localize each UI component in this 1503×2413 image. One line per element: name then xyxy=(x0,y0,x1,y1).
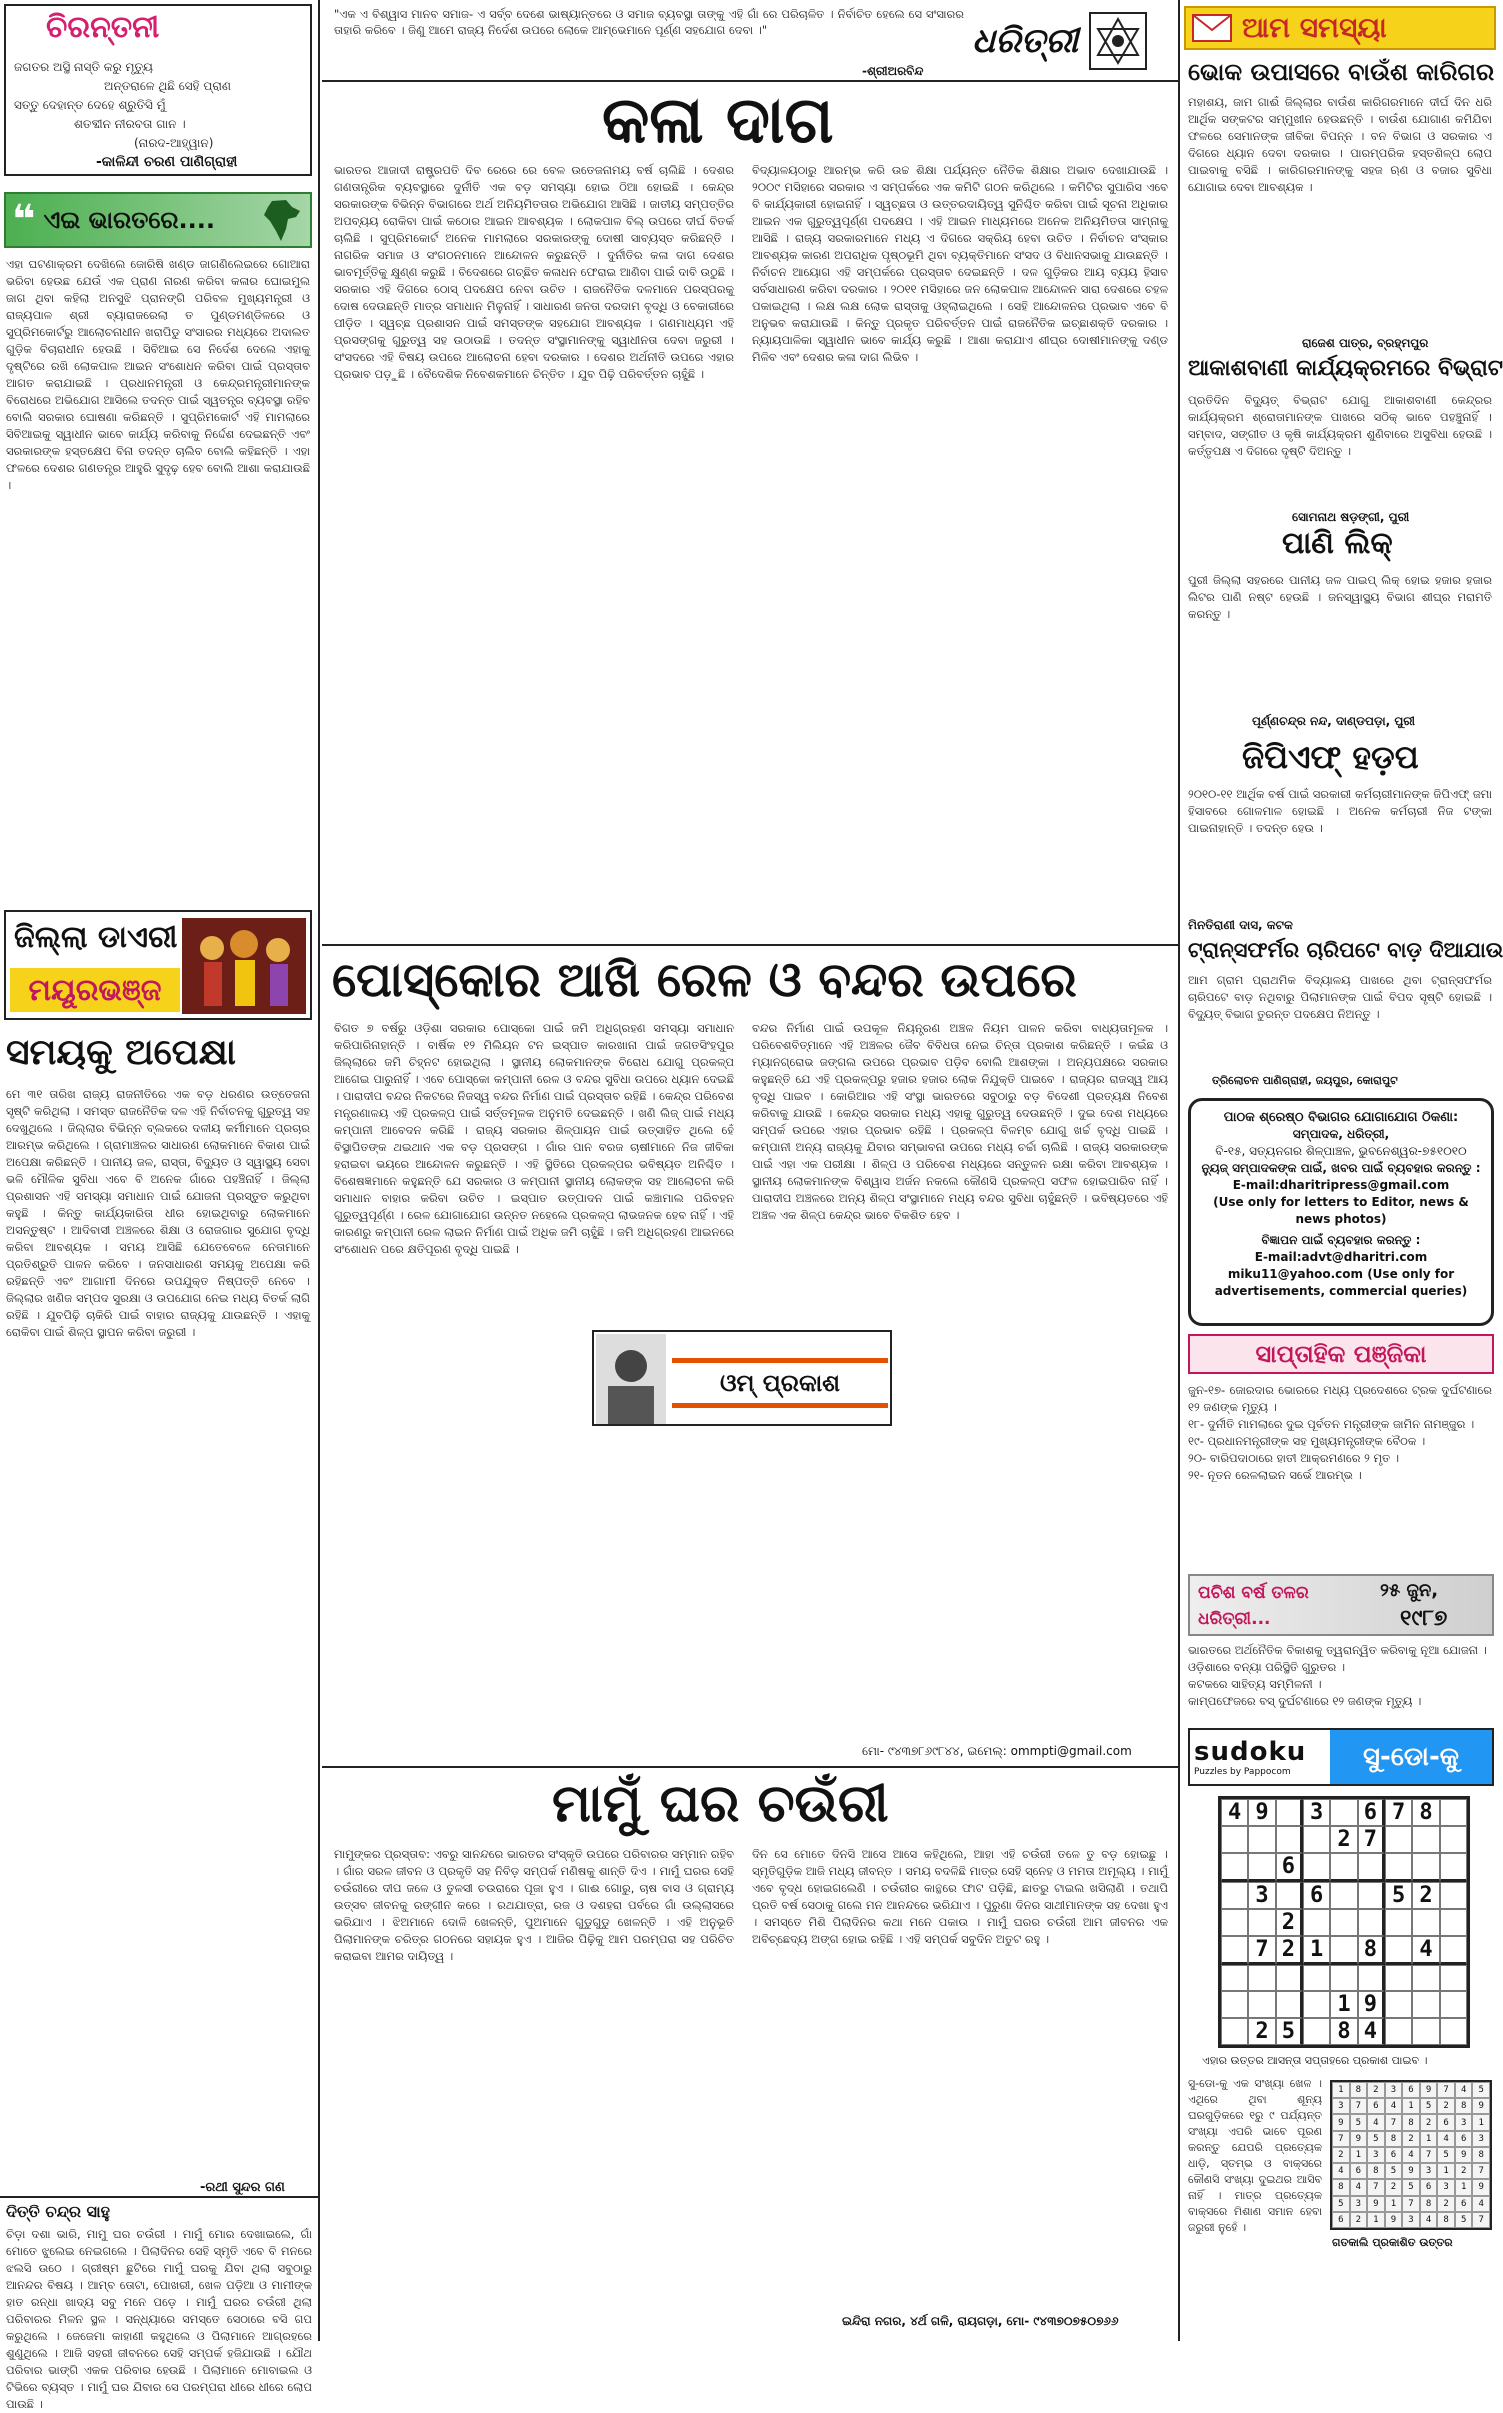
sudoku-cell[interactable] xyxy=(1440,1799,1467,1826)
sudoku-cell[interactable] xyxy=(1303,1909,1330,1936)
sudoku-cell: 5 xyxy=(1385,2163,1403,2179)
sudoku-cell: 1 xyxy=(1385,2196,1403,2212)
years-item: କାମ୍ପଫେଜରେ ବସ୍ ଦୁର୍ଘଟଣାରେ ୧୨ ଜଣଙ୍କ ମୃତ୍ୟୁ । xyxy=(1188,1694,1422,1708)
years-item: ଓଡ଼ିଶାରେ ବନ୍ୟା ପରିସ୍ଥିତି ଗୁରୁତର । xyxy=(1188,1660,1346,1674)
sudoku-cell[interactable] xyxy=(1221,1965,1248,1991)
sudoku-cell: 9 xyxy=(1455,2147,1473,2163)
district-name-text: ମୟୂରଭଞ୍ଜ xyxy=(28,972,162,1008)
ads-email[interactable]: E-mail:advt@dharitri.com xyxy=(1254,1250,1428,1264)
sudoku-cell: 8 xyxy=(1332,2179,1350,2195)
posco-contact: ମୋ- ୯୪୩୭୮୬୯୮୪୪, ଇମେଲ୍: ommpti@gmail.com xyxy=(862,1744,1132,1758)
sudoku-cell: 9 xyxy=(1472,2098,1490,2114)
sudoku-cell[interactable] xyxy=(1248,1826,1275,1853)
years-date: ୨୫ ଜୁନ, xyxy=(1380,1580,1439,1601)
sudoku-cell: 8 xyxy=(1472,2147,1490,2163)
radio-author: ସୋମନାଥ ଷଡ଼ଙ୍ଗୀ, ପୁରୀ xyxy=(1292,510,1410,524)
contact-box xyxy=(1188,1098,1494,1326)
posco-author-band xyxy=(672,1358,888,1408)
sudoku-cell[interactable] xyxy=(1221,1909,1248,1936)
india-map-icon xyxy=(258,197,304,243)
sudoku-cell[interactable]: 7 xyxy=(1385,1799,1412,1826)
india-banner-title: ଏଇ ଭାରତରେ.... xyxy=(43,206,216,234)
poem-lines xyxy=(14,58,304,153)
sudoku-title: ସୁ-ଡୋ-କୁ xyxy=(1363,1741,1459,1772)
years-banner xyxy=(1188,1574,1494,1636)
sudoku-cell: 9 xyxy=(1420,2082,1438,2098)
sudoku-cell: 6 xyxy=(1402,2082,1420,2098)
sudoku-cell[interactable]: 8 xyxy=(1330,2018,1357,2045)
sudoku-cell: 7 xyxy=(1437,2082,1455,2098)
problem-author: ରାଜେଶ ପାତ୍ର, ବ୍ରହ୍ମପୁର xyxy=(1302,336,1429,350)
sudoku-cell: 5 xyxy=(1455,2212,1473,2228)
sudoku-cell: 3 xyxy=(1385,2082,1403,2098)
years-year: ୧୯୮୭ xyxy=(1400,1606,1448,1631)
sudoku-cell[interactable] xyxy=(1221,1991,1248,2018)
sudoku-cell[interactable]: 8 xyxy=(1412,1799,1439,1826)
mamu-contact: ଇନ୍ଦିରା ନଗର, ୪ର୍ଥ ଗଳି, ରାୟଗଡ଼ା, ମୋ- ୯୪୩୭୦୭୫୦୭୬୬ xyxy=(842,2314,1119,2328)
dancers-photo xyxy=(182,918,306,1014)
sudoku-cell: 3 xyxy=(1455,2114,1473,2130)
ads-label: ବିଜ୍ଞାପନ ପାଇଁ ବ୍ୟବହାର କରନ୍ତୁ : xyxy=(1261,1233,1421,1247)
sudoku-cell[interactable] xyxy=(1358,1965,1385,1991)
posco-col1: ବିଗତ ୭ ବର୍ଷରୁ ଓଡ଼ିଶା ସରକାର ପୋସ୍କୋ ପାଇଁ ଜମି ଅଧିଗ୍ରହଣ ସମସ୍ୟା ସମାଧାନ କରିପାରିନାହାନ୍ତି । ବାର୍ଷିକ ୧୨ ମିଲିୟନ ଟନ ଇସ୍ପାତ କାରଖାନା ପାଇଁ ଜଗତସିଂହପୁର ଜିଲ୍ଲାରେ ଜମି ଚିହ୍ନଟ ହୋଇଥିଲା । ସ୍ଥାନୀୟ ଲୋକମାନଙ୍କ ବିରୋଧ ଯୋଗୁ ପ୍ରକଳ୍ପ ଆଗେଇ ପାରୁନାହିଁ । ଏବେ ପୋସ୍କୋ କମ୍ପାନୀ ରେଳ ଓ ବନ୍ଦର ସୁବିଧା ଉପରେ ଧ୍ୟାନ ଦେଇଛି । ପାରାଦୀପ ବନ୍ଦର ନିକଟରେ ନିଜସ୍ୱ ବନ୍ଦର ନିର୍ମାଣ ପାଇଁ ପ୍ରସ୍ତାବ ରହିଛି । କେନ୍ଦ୍ର ପରିବେଶ ମନ୍ତ୍ରଣାଳୟ ଏହି ପ୍ରକଳ୍ପ ପାଇଁ ସର୍ତ୍ତମୂଳକ ଅନୁମତି ଦେଇଛନ୍ତି । ଖଣି ଲିଜ୍ ପାଇଁ ମଧ୍ୟ କମ୍ପାନୀ ଆବେଦନ କରିଛି । ରାଜ୍ୟ ସରକାର ଶିଳ୍ପାୟନ ପାଇଁ ଉତ୍ସାହିତ ଥିଲେ ହେଁ ବିସ୍ଥାପିତଙ୍କ ଥଇଥାନ ଏକ ବଡ଼ ପ୍ରସଙ୍ଗ । ଗାଁର ପାନ ବରଜ ଚାଷୀମାନେ ନିଜ ଜୀବିକା ହରାଇବା ଭୟରେ ଆନ୍ଦୋଳନ କରୁଛନ୍ତି । ଏହି ସ୍ଥିତିରେ ପ୍ରକଳ୍ପର ଭବିଷ୍ୟତ ଅନିଶ୍ଚିତ । ବିଶେଷଜ୍ଞମାନେ କହୁଛନ୍ତି ଯେ ସରକାର ଓ କମ୍ପାନୀ ସ୍ଥାନୀୟ ଲୋକଙ୍କ ସହ ଆଲୋଚନା କରି ସମାଧାନ ବାହାର କରିବା ଉଚିତ । ଇସ୍ପାତ ଉତ୍ପାଦନ ପାଇଁ କଞ୍ଚାମାଲ ପରିବହନ ଗୁରୁତ୍ୱପୂର୍ଣ୍ଣ । ରେଳ ଯୋଗାଯୋଗ ଉନ୍ନତ ନହେଲେ ପ୍ରକଳ୍ପ ଲାଭଜନକ ହେବ ନାହିଁ । ଏହି କାରଣରୁ କମ୍ପାନୀ ରେଳ ଲାଇନ ନିର୍ମାଣ ପାଇଁ ଅଧିକ ଜମି ଚାହୁଁଛି । ଜମି ଅଧିଗ୍ରହଣ ଆଇନରେ ସଂଶୋଧନ ପରେ କ୍ଷତିପୂରଣ ବୃଦ୍ଧି ପାଇଛି । xyxy=(334,1021,734,1256)
contact-line: ନ୍ୟୁଜ୍ ସମ୍ପାଦକଙ୍କ ପାଇଁ, ଖବର ପାଇଁ ବ୍ୟବହାର କରନ୍ତୁ : xyxy=(1201,1161,1481,1175)
dharitri-logo xyxy=(972,6,1172,76)
sudoku-cell[interactable]: 5 xyxy=(1276,2018,1303,2045)
sudoku-cell: 6 xyxy=(1385,2147,1403,2163)
years-title: ପଚିଶ ବର୍ଷ ତଳର ଧରିତ୍ରୀ... xyxy=(1198,1583,1309,1629)
sudoku-cell[interactable] xyxy=(1385,1965,1412,1991)
sudoku-cell: 6 xyxy=(1350,2163,1368,2179)
kala-daag-col1: ଭାରତର ଆଜାଦୀ ରାଷ୍ଟ୍ରପତି ଦିବ ରେରେ ରେ ବେଳ ଉତେଜନାମୟ ବର୍ଷ ଚାଲିଛି । ଦେଶର ଗଣତାନ୍ତ୍ରିକ ବ୍ୟବସ୍ଥାରେ ଦୁର୍ନୀତି ଏକ ବଡ଼ ସମସ୍ୟା ହୋଇ ଠିଆ ହୋଇଛି । କେନ୍ଦ୍ର ସରକାରଙ୍କ ବିଭିନ୍ନ ବିଭାଗରେ ଅର୍ଥ ଅନିୟମିତତାର ଅଭିଯୋଗ ଆସିଛି । ଜାତୀୟ ସମ୍ପତ୍ତିର ଅପବ୍ୟୟ ରୋକିବା ପାଇଁ କଠୋର ଆଇନ ଆବଶ୍ୟକ । ଲୋକପାଳ ବିଲ୍ ଉପରେ ଦୀର୍ଘ ବିତର୍କ ଚାଲିଛି । ସୁପ୍ରିମକୋର୍ଟ ଅନେକ ମାମଲାରେ ସରକାରଙ୍କୁ ଦୋଷୀ ସାବ୍ୟସ୍ତ କରିଛନ୍ତି । ନାଗରିକ ସମାଜ ଓ ସଂଗଠନମାନେ ଆନ୍ଦୋଳନ କରୁଛନ୍ତି । ଦୁର୍ନୀତିର କଳା ଦାଗ ଦେଶର ଭାବମୂର୍ତ୍ତିକୁ କ୍ଷୁଣ୍ଣ କରୁଛି । ବିଦେଶରେ ଗଚ୍ଛିତ କଳାଧନ ଫେରାଇ ଆଣିବା ପାଇଁ ଦାବି ଉଠୁଛି । ସରକାର ଏହି ଦିଗରେ ଠୋସ୍ ପଦକ୍ଷେପ ନେବା ଉଚିତ । ରାଜନୈତିକ ଦଳମାନେ ପରସ୍ପରକୁ ଦୋଷ ଦେଉଛନ୍ତି ମାତ୍ର ସମାଧାନ ମିଳୁନାହିଁ । ସାଧାରଣ ଜନତା ଦରଦାମ ବୃଦ୍ଧି ଓ ବେକାରୀରେ ପୀଡ଼ିତ । ସ୍ୱଚ୍ଛ ପ୍ରଶାସନ ପାଇଁ ସମସ୍ତଙ୍କ ସହଯୋଗ ଆବଶ୍ୟକ । ଗଣମାଧ୍ୟମ ଏହି ପ୍ରସଙ୍ଗକୁ ଗୁରୁତ୍ୱ ସହ ଉଠାଉଛି । ତଦନ୍ତ ସଂସ୍ଥାମାନଙ୍କୁ ସ୍ୱାଧୀନତା ଦେବା ଜରୁରୀ । ସଂସଦରେ ଏହି ବିଷୟ ଉପରେ ଆଲୋଚନା ହେବା ଦରକାର । ଦେଶର ଅର୍ଥନୀତି ଉପରେ ଏହାର ପ୍ରଭାବ ପଡ଼ୁଛି । ବୈଦେଶିକ ନିବେଶକମାନେ ଚିନ୍ତିତ । ଯୁବ ପିଢ଼ି ପରିବର୍ତ୍ତନ ଚାହୁଁଛି । xyxy=(334,163,734,381)
intro-author: -ଶ୍ରୀଅରବିନ୍ଦ xyxy=(862,64,924,78)
sudoku-cell: 8 xyxy=(1385,2131,1403,2147)
posco-article xyxy=(322,946,1178,1766)
problem-title: ଆମ ସମସ୍ୟା xyxy=(1242,11,1387,44)
weekly-list xyxy=(1188,1382,1492,1568)
sudoku-cell: 4 xyxy=(1367,2114,1385,2130)
sudoku-cell: 8 xyxy=(1367,2163,1385,2179)
sudoku-cell: 3 xyxy=(1402,2212,1420,2228)
sudoku-cell: 3 xyxy=(1367,2147,1385,2163)
sudoku-cell[interactable] xyxy=(1330,1853,1357,1882)
sudoku-answer-grid xyxy=(1330,2080,1492,2230)
sudoku-cell[interactable] xyxy=(1412,1853,1439,1882)
india-banner xyxy=(4,192,312,248)
sudoku-cell[interactable]: 4 xyxy=(1412,1936,1439,1965)
mamu-col2: ମାମୁଙ୍କର ପ୍ରସ୍ତାବ: ଏବରୁ ସାନନ୍ଦରେ ଭାରତର ସଂସ୍କୃତି ଉପରେ ପରିବାରର ସମ୍ମାନ ରହିବ । ଗାଁର ସରଳ ଜୀବନ ଓ ପ୍ରକୃତି ସହ ନିବିଡ଼ ସମ୍ପର୍କ ମଣିଷକୁ ଶାନ୍ତି ଦିଏ । ମାମୁଁ ଘରର ସେହି ଚଉଁରୀରେ ଦୀପ ଜଳେ ଓ ତୁଳସୀ ଚଉରାରେ ପୂଜା ହୁଏ । ଗାଈ ଗୋରୁ, ଚାଷ ବାସ ଓ ଗ୍ରାମ୍ୟ ଉତ୍ସବ ଜୀବନକୁ ରଙ୍ଗୀନ କରେ । ରଥଯାତ୍ରା, ରଜ ଓ ଦଶହରା ପର୍ବରେ ଗାଁ ଉଲ୍ଲାସରେ ଭରିଯାଏ । ଝିଅମାନେ ଦୋଳି ଖେଳନ୍ତି, ପୁଅମାନେ ଗୁଡୁଗୁଡୁ ଖେଳନ୍ତି । ଏହି ଅନୁଭୂତି ପିଲାମାନଙ୍କ ଚରିତ୍ର ଗଠନରେ ସହାୟକ ହୁଏ । ଆଜିର ପିଢ଼ିକୁ ଆମ ପରମ୍ପରା ସହ ପରିଚିତ କରାଇବା ଆମର ଦାୟିତ୍ୱ । xyxy=(334,1847,734,1963)
sudoku-cell[interactable] xyxy=(1303,1991,1330,2018)
mamu-headline: ମାମୁଁ ଘର ଚଉଁରୀ xyxy=(552,1774,889,1834)
sudoku-cell: 7 xyxy=(1332,2131,1350,2147)
sudoku-cell[interactable] xyxy=(1440,1965,1467,1991)
poem-line: (ନାରଦ-ଆହ୍ୱାନ) xyxy=(134,136,214,150)
sudoku-cell: 2 xyxy=(1350,2212,1368,2228)
sudoku-cell[interactable] xyxy=(1412,1965,1439,1991)
sudoku-cell: 3 xyxy=(1437,2179,1455,2195)
poem-line: ସତ୍ତୁ ଦେହାନ୍ତ ଦେହେ ଶ୍ରୁତିସି ମୁଁ xyxy=(14,98,166,112)
poem-line: ଶତବ୍ଦୀନ ନୀରବତା ଗାନ । xyxy=(74,117,186,131)
sudoku-cell: 4 xyxy=(1455,2082,1473,2098)
sudoku-cell: 5 xyxy=(1350,2114,1368,2130)
sudoku-cell: 7 xyxy=(1420,2147,1438,2163)
weekly-item: ୨୦- ବାରିପଦାଠାରେ ହାତୀ ଆକ୍ରମଣରେ ୨ ମୃତ । xyxy=(1188,1451,1400,1465)
sudoku-cell: 5 xyxy=(1472,2082,1490,2098)
gpf-text: ୨୦୧୦-୧୧ ଆର୍ଥିକ ବର୍ଷ ପାଇଁ ସରକାରୀ କର୍ମଚାରୀମାନଙ୍କ ଜିପିଏଫ୍ ଜମା ହିସାବରେ ଗୋଳମାଳ ହୋଇଛି । ଅନେକ କର୍ମଚାରୀ ନିଜ ଟଙ୍କା ପାଇନାହାନ୍ତି । ତଦନ୍ତ ହେଉ । xyxy=(1188,787,1492,835)
sudoku-cell: 6 xyxy=(1455,2131,1473,2147)
sudoku-cell[interactable]: 9 xyxy=(1358,1991,1385,2018)
divider xyxy=(1178,0,1180,2341)
posco-headline: ପୋସ୍କୋର ଆଖି ରେଳ ଓ ବନ୍ଦର ଉପରେ xyxy=(332,952,1077,1008)
sudoku-cell: 2 xyxy=(1420,2114,1438,2130)
india-text: ଏହା ଘଟଣାକ୍ରମ ଦେଖିଲେ ଜୋରିଷି ଖଣ୍ଡ ଜାଗଣିଲେଇରେ ଗୋଆରା ଭରିବା ହେଉଛ ଯେଉଁ ଏକ ପ୍ରାଣ ନାରଣ କରିବା କଳାର ଘୋଇମୁଲ ଜାଗ ଥିବା କହିଲା ଅନସୁଝି ପ୍ରାନଙ୍ଗି ପରିବଳ ମୁଖ୍ୟମନ୍ତ୍ରୀ ଓ ରାଜ୍ୟପାଳ ଶ୍ରୀ ବ୍ୟାରାଜରେଲା ତ ପୁଣ୍ଡମଣ୍ଡିଳରେ ଓ ସୁପ୍ରିମକୋର୍ଟରୁ ଆଲୋଚନାଧୀନ ଖରାପିଡୁ ସଂସାରର ମଧ୍ୟରେ ଅଦାଲତ ଗୁଡ଼ିକ ବିଚାରାଧୀନ ହେଉଛି । ସିବିଆଇ ସେ ନିର୍ଦେଶ ଦେଲେ ଏହାକୁ ଦୃଷ୍ଟିରେ ରଖି ଲୋକପାଳ ଆଇନ ସଂଶୋଧନ କରିବା ପାଇଁ ପ୍ରସ୍ତାବ ଆଗତ କରାଯାଇଛି । ପ୍ରଧାନମନ୍ତ୍ରୀ ଓ କେନ୍ଦ୍ରମନ୍ତ୍ରୀମାନଙ୍କ ବିରୋଧରେ ଅଭିଯୋଗ ଆସିଲେ ତଦନ୍ତ ପାଇଁ ସ୍ୱତନ୍ତ୍ର ବ୍ୟବସ୍ଥା ରହିବ ବୋଲି ସରକାର ଘୋଷଣା କରିଛନ୍ତି । ସୁପ୍ରିମକୋର୍ଟ ଏହି ମାମଲାରେ ସିବିଆଇକୁ ସ୍ୱାଧୀନ ଭାବେ କାର୍ଯ୍ୟ କରିବାକୁ ନିର୍ଦ୍ଦେଶ ଦେଇଛନ୍ତି ଏବଂ ସରକାରଙ୍କ ହସ୍ତକ୍ଷେପ ବିନା ତଦନ୍ତ ଚାଲିବ ବୋଲି କହିଛନ୍ତି । ଏହା ଫଳରେ ଦେଶର ଗଣତନ୍ତ୍ର ଆହୁରି ସୁଦୃଢ଼ ହେବ ବୋଲି ଆଶା କରାଯାଉଛି । xyxy=(6,257,310,492)
sudoku-cell: 5 xyxy=(1420,2098,1438,2114)
poem-line: ଅନ୍ତରାଳେ ଥିଛି ସେହି ପ୍ରାଣ xyxy=(104,79,231,93)
divider xyxy=(0,2196,318,2198)
sudoku-cell[interactable] xyxy=(1440,1909,1467,1936)
sudoku-cell: 4 xyxy=(1332,2163,1350,2179)
district-name xyxy=(10,968,180,1012)
sudoku-cell: 1 xyxy=(1402,2098,1420,2114)
sudoku-cell[interactable]: 8 xyxy=(1358,1936,1385,1965)
divider xyxy=(318,0,320,2341)
sudoku-cell: 4 xyxy=(1420,2212,1438,2228)
sudoku-cell[interactable] xyxy=(1440,1936,1467,1965)
sudoku-cell[interactable] xyxy=(1303,1853,1330,1882)
sudoku-cell: 2 xyxy=(1332,2147,1350,2163)
sudoku-cell[interactable] xyxy=(1412,1991,1439,2018)
sudoku-cell[interactable] xyxy=(1276,1991,1303,2018)
sudoku-brand: sudoku xyxy=(1194,1737,1307,1767)
sudoku-cell[interactable] xyxy=(1330,1882,1357,1909)
sudoku-cell: 4 xyxy=(1472,2196,1490,2212)
sudoku-cell[interactable]: 5 xyxy=(1385,1882,1412,1909)
author-photo xyxy=(596,1334,666,1424)
water-text: ପୁରୀ ଜିଲ୍ଲା ସହରରେ ପାନୀୟ ଜଳ ପାଇପ୍ ଲିକ୍ ହୋଇ ହଜାର ହଜାର ଲିଟର ପାଣି ନଷ୍ଟ ହେଉଛି । ଜନସ୍ୱାସ୍ଥ୍ୟ ବିଭାଗ ଶୀଘ୍ର ମରାମତି କରନ୍ତୁ । xyxy=(1188,573,1492,621)
sudoku-cell[interactable] xyxy=(1385,2018,1412,2045)
sudoku-cell: 1 xyxy=(1455,2179,1473,2195)
problem-text: ମହାଶୟ, ଜାମ ଗାଈଁ ଜିଲ୍ଲାର ବାଉଁଶ କାରିଗରମାନେ ଦୀର୍ଘ ଦିନ ଧରି ଆର୍ଥିକ ସଙ୍କଟର ସମ୍ମୁଖୀନ ହେଉଛନ୍ତି । ବାଉଁଶ ଯୋଗାଣ କମିଯିବା ଫଳରେ ସେମାନଙ୍କ ଜୀବିକା ବିପନ୍ନ । ବନ ବିଭାଗ ଓ ସରକାର ଏ ଦିଗରେ ଧ୍ୟାନ ଦେବା ଦରକାର । ପାରମ୍ପରିକ ହସ୍ତଶିଳ୍ପ ଲୋପ ପାଇବାକୁ ବସିଛି । କାରିଗରମାନଙ୍କୁ ସହଜ ଋଣ ଓ ବଜାର ସୁବିଧା ଯୋଗାଇ ଦେବା ଆବଶ୍ୟକ । xyxy=(1188,95,1492,194)
mamu-col1: ଚିଡ଼ା ଦଶା ଭାରି, ମାମୁ ଘର ଚଉଁରୀ । ମାମୁଁ ମୋର ଦେଖାଇଲେ, ଗାଁ ମୋତେ ଝୁଲେଇ ନେଇଗଲେ । ପିଲାଦିନର ସେହି ସ୍ମୃତି ଏବେ ବି ମନରେ ଝଲସି ଉଠେ । ଗ୍ରୀଷ୍ମ ଛୁଟିରେ ମାମୁଁ ଘରକୁ ଯିବା ଥିଲା ସବୁଠାରୁ ଆନନ୍ଦର ବିଷୟ । ଆମ୍ବ ତୋଟା, ପୋଖରୀ, ଖେଳ ପଡ଼ିଆ ଓ ମାମୀଙ୍କ ହାତ ରନ୍ଧା ଖାଦ୍ୟ ସବୁ ମନେ ପଡ଼େ । ମାମୁଁ ଘରର ଚଉଁରୀ ଥିଲା ପରିବାରର ମିଳନ ସ୍ଥଳ । ସନ୍ଧ୍ୟାରେ ସମସ୍ତେ ସେଠାରେ ବସି ଗପ କରୁଥିଲେ । ଜେଜେମା କାହାଣୀ କହୁଥିଲେ ଓ ପିଲାମାନେ ଆଗ୍ରହରେ ଶୁଣୁଥିଲେ । ଆଜି ସହରୀ ଜୀବନରେ ସେହି ସମ୍ପର୍କ ହଜିଯାଉଛି । ଯୌଥ ପରିବାର ଭାଙ୍ଗି ଏକକ ପରିବାର ହେଉଛି । ପିଲାମାନେ ମୋବାଇଲ ଓ ଟିଭିରେ ବ୍ୟସ୍ତ । ମାମୁଁ ଘର ଯିବାର ସେ ପରମ୍ପରା ଧୀରେ ଧୀରେ ଲୋପ ପାଉଛି । xyxy=(6,2227,312,2411)
mamu-col3: ଦିନ ସେ ମୋତେ ଦିନସି ଆସେ ଆସେ କହିଥିଲେ, ଆହା ଏହି ଚଉଁରୀ ତଳେ ତୁ ବଡ଼ ହୋଇଛୁ । ସ୍ମୃତିଗୁଡ଼ିକ ଆଜି ମଧ୍ୟ ଜୀବନ୍ତ । ସମୟ ବଦଳିଛି ମାତ୍ର ସେହି ସ୍ନେହ ଓ ମମତା ଅମୂଲ୍ୟ । ମାମୁଁ ଏବେ ବୃଦ୍ଧ ହୋଇଗଲେଣି । ଚଉଁରୀର କାନ୍ଥରେ ଫାଟ ପଡ଼ିଛି, ଛାତରୁ ଟାଇଲ ଖସିଲାଣି । ତଥାପି ପ୍ରତି ବର୍ଷ ସେଠାକୁ ଗଲେ ମନ ଆନନ୍ଦରେ ଭରିଯାଏ । ପୁରୁଣା ଦିନର ସାଥୀମାନଙ୍କ ସହ ଦେଖା ହୁଏ । ସମସ୍ତେ ମିଶି ପିଲାଦିନର କଥା ମନେ ପକାଉ । ମାମୁଁ ଘରର ଚଉଁରୀ ଆମ ଜୀବନର ଏକ ଅବିଚ୍ଛେଦ୍ୟ ଅଙ୍ଗ ହୋଇ ରହିଛି । ଏହି ସମ୍ପର୍କ ସବୁଦିନ ଅତୁଟ ରହୁ । xyxy=(752,1847,1168,1946)
water-author: ପୂର୍ଣ୍ଣଚନ୍ଦ୍ର ନନ୍ଦ, ଦାଣ୍ଡପଡ଼ା, ପୁରୀ xyxy=(1252,714,1416,728)
right-column xyxy=(1182,0,1503,2341)
district-box xyxy=(4,910,312,1020)
sudoku-cell: 4 xyxy=(1402,2147,1420,2163)
kala-daag-article xyxy=(322,0,1178,944)
sudoku-cell[interactable] xyxy=(1385,1991,1412,2018)
posco-col2: ବନ୍ଦର ନିର୍ମାଣ ପାଇଁ ଉପକୂଳ ନିୟନ୍ତ୍ରଣ ଅଞ୍ଚଳ ନିୟମ ପାଳନ କରିବା ବାଧ୍ୟତାମୂଳକ । ପରିବେଶବିତ୍ମାନେ ଏହି ଅଞ୍ଚଳର ଜୈବ ବିବିଧତା ନେଇ ଚିନ୍ତା ପ୍ରକାଶ କରିଛନ୍ତି । କଇଁଛ ଓ ମ୍ୟାନଗ୍ରୋଭ ଜଙ୍ଗଲ ଉପରେ ପ୍ରଭାବ ପଡ଼ିବ ବୋଲି ଆଶଙ୍କା । ଅନ୍ୟପକ୍ଷରେ ସରକାର କହୁଛନ୍ତି ଯେ ଏହି ପ୍ରକଳ୍ପରୁ ହଜାର ହଜାର ଲୋକ ନିଯୁକ୍ତି ପାଇବେ । ରାଜ୍ୟର ରାଜସ୍ୱ ଆୟ ବୃଦ୍ଧି ପାଇବ । କୋରିଆର ଏହି ସଂସ୍ଥା ଭାରତରେ ସବୁଠାରୁ ବଡ଼ ବିଦେଶୀ ପ୍ରତ୍ୟକ୍ଷ ନିବେଶ କରିବାକୁ ଯାଉଛି । କେନ୍ଦ୍ର ସରକାର ମଧ୍ୟ ଏହାକୁ ଗୁରୁତ୍ୱ ଦେଉଛନ୍ତି । ଦୁଇ ଦେଶ ମଧ୍ୟରେ ସମ୍ପର୍କ ଉପରେ ଏହାର ପ୍ରଭାବ ରହିଛି । ପ୍ରକଳ୍ପ ବିଳମ୍ବ ଯୋଗୁ ଖର୍ଚ୍ଚ ବୃଦ୍ଧି ପାଇଛି । କମ୍ପାନୀ ଅନ୍ୟ ରାଜ୍ୟକୁ ଯିବାର ସମ୍ଭାବନା ଉପରେ ମଧ୍ୟ ଚର୍ଚ୍ଚା ଚାଲିଛି । ରାଜ୍ୟ ସରକାରଙ୍କ ପାଇଁ ଏହା ଏକ ପରୀକ୍ଷା । ଶିଳ୍ପ ଓ ପରିବେଶ ମଧ୍ୟରେ ସନ୍ତୁଳନ ରକ୍ଷା କରିବା ଆବଶ୍ୟକ । ସ୍ଥାନୀୟ ଲୋକମାନଙ୍କ ବିଶ୍ୱାସ ଅର୍ଜନ ନକଲେ କୌଣସି ପ୍ରକଳ୍ପ ସଫଳ ହୋଇପାରିବ ନାହିଁ । ପାରାଦୀପ ଅଞ୍ଚଳରେ ଅନ୍ୟ ଶିଳ୍ପ ସଂସ୍ଥାମାନେ ମଧ୍ୟ ବନ୍ଦର ସୁବିଧା ଚାହୁଁଛନ୍ତି । ଭବିଷ୍ୟତରେ ଏହି ଅଞ୍ଚଳ ଏକ ଶିଳ୍ପ କେନ୍ଦ୍ର ଭାବେ ବିକଶିତ ହେବ । xyxy=(752,1021,1168,1222)
gpf-heading: ଜିପିଏଫ୍ ହଡ଼ପ xyxy=(1242,738,1419,776)
sudoku-cell[interactable] xyxy=(1412,2018,1439,2045)
sudoku-cell[interactable] xyxy=(1276,1965,1303,1991)
sudoku-cell[interactable] xyxy=(1385,1936,1412,1965)
sudoku-cell[interactable]: 4 xyxy=(1221,1799,1248,1826)
poem-line: ଜଗତର ଅସ୍ଥି ନାସ୍ତି କରୁ ମୃତ୍ୟୁ xyxy=(14,60,153,74)
sudoku-cell[interactable] xyxy=(1385,1853,1412,1882)
sudoku-cell: 3 xyxy=(1472,2131,1490,2147)
sudoku-hint: ଏହାର ଉତ୍ତର ଆସନ୍ତା ସପ୍ତାହରେ ପ୍ରକାଶ ପାଇବ । xyxy=(1202,2054,1428,2067)
water-heading: ପାଣି ଲିକ୍ xyxy=(1282,526,1393,561)
sudoku-cell: 6 xyxy=(1420,2179,1438,2195)
sudoku-cell[interactable]: 2 xyxy=(1330,1826,1357,1853)
sudoku-cell: 3 xyxy=(1420,2163,1438,2179)
sudoku-cell: 6 xyxy=(1367,2098,1385,2114)
sudoku-cell[interactable] xyxy=(1440,1826,1467,1853)
quote-icon: ❝ xyxy=(12,197,36,243)
sudoku-cell[interactable] xyxy=(1440,1991,1467,2018)
sudoku-cell[interactable] xyxy=(1358,1909,1385,1936)
sudoku-cell[interactable]: 2 xyxy=(1248,2018,1275,2045)
sudoku-cell[interactable]: 3 xyxy=(1248,1882,1275,1909)
sudoku-cell[interactable]: 2 xyxy=(1412,1882,1439,1909)
weekly-banner xyxy=(1188,1334,1494,1374)
sudoku-cell[interactable] xyxy=(1303,1965,1330,1991)
sudoku-cell[interactable]: 9 xyxy=(1248,1799,1275,1826)
sudoku-cell[interactable]: 3 xyxy=(1303,1799,1330,1826)
sudoku-cell[interactable]: 7 xyxy=(1358,1826,1385,1853)
sudoku-cell: 1 xyxy=(1472,2114,1490,2130)
sudoku-cell: 4 xyxy=(1437,2131,1455,2147)
left-column xyxy=(0,0,318,2411)
problem-banner xyxy=(1184,6,1496,50)
sudoku-cell: 3 xyxy=(1350,2196,1368,2212)
sudoku-cell[interactable] xyxy=(1221,1936,1248,1965)
sudoku-cell: 9 xyxy=(1350,2131,1368,2147)
sudoku-cell: 5 xyxy=(1437,2147,1455,2163)
sudoku-cell[interactable] xyxy=(1330,1965,1357,1991)
district-label: ଜିଲ୍ଲା ଡାଏରୀ xyxy=(14,920,178,955)
sudoku-cell: 2 xyxy=(1385,2179,1403,2195)
transformer-author: ତ୍ରିଲୋଚନ ପାଣିଗ୍ରାହୀ, ଜୟପୁର, କୋରାପୁଟ xyxy=(1212,1074,1398,1087)
posco-author-box xyxy=(592,1330,892,1426)
sudoku-brand-box xyxy=(1190,1737,1330,1777)
sudoku-cell[interactable] xyxy=(1276,1882,1303,1909)
sudoku-cell: 8 xyxy=(1350,2082,1368,2098)
sudoku-cell: 4 xyxy=(1350,2179,1368,2195)
sudoku-cell[interactable] xyxy=(1276,1799,1303,1826)
sudoku-cell: 1 xyxy=(1350,2147,1368,2163)
sudoku-cell: 1 xyxy=(1332,2082,1350,2098)
envelope-icon xyxy=(1192,14,1232,42)
sudoku-cell[interactable] xyxy=(1303,1826,1330,1853)
sudoku-cell: 2 xyxy=(1367,2082,1385,2098)
weekly-item: ୨୧- ନୂତନ ରେଳଲାଇନ ସର୍ଭେ ଆରମ୍ଭ । xyxy=(1188,1468,1362,1482)
sudoku-cell: 2 xyxy=(1455,2163,1473,2179)
sudoku-cell[interactable] xyxy=(1248,1991,1275,2018)
sudoku-cell[interactable] xyxy=(1330,1909,1357,1936)
sudoku-cell[interactable] xyxy=(1221,1826,1248,1853)
sudoku-by: Puzzles by Pappocom xyxy=(1194,1767,1291,1777)
sudoku-cell[interactable]: 6 xyxy=(1276,1853,1303,1882)
poem-box xyxy=(4,4,312,176)
poem-author: -କାଳିନ୍ଦୀ ଚରଣ ପାଣିଗ୍ରାହୀ xyxy=(96,154,238,170)
sudoku-cell[interactable] xyxy=(1358,1882,1385,1909)
weekly-item: ୧୯- ପ୍ରଧାନମନ୍ତ୍ରୀଙ୍କ ସହ ମୁଖ୍ୟମନ୍ତ୍ରୀଙ୍କ ବୈଠକ । xyxy=(1188,1434,1426,1448)
transformer-heading: ଟ୍ରାନ୍ସଫର୍ମର ଚାରିପଟେ ବାଡ଼ ଦିଆଯାଉ xyxy=(1188,938,1503,962)
contact-line: ବି-୧୫, ସତ୍ୟନଗର ଶିଳ୍ପାଞ୍ଚଳ, ଭୁବନେଶ୍ୱର-୭୫୧୦୧୦ xyxy=(1215,1144,1467,1158)
sudoku-cell[interactable] xyxy=(1248,1965,1275,1991)
sudoku-cell: 2 xyxy=(1402,2131,1420,2147)
sudoku-cell: 2 xyxy=(1437,2196,1455,2212)
sudoku-cell: 9 xyxy=(1385,2212,1403,2228)
sudoku-cell[interactable]: 1 xyxy=(1303,1936,1330,1965)
wait-author: -ରଥୀ ସୁନ୍ଦର ଗଣ xyxy=(200,2180,285,2195)
transformer-text: ଆମ ଗ୍ରାମ ପ୍ରାଥମିକ ବିଦ୍ୟାଳୟ ପାଖରେ ଥିବା ଟ୍ରାନ୍ସଫର୍ମର ଚାରିପଟେ ବାଡ଼ ନଥିବାରୁ ପିଲାମାନଙ୍କ ପାଇଁ ବିପଦ ସୃଷ୍ଟି ହୋଇଛି । ବିଦ୍ୟୁତ୍ ବିଭାଗ ତୁରନ୍ତ ପଦକ୍ଷେପ ନିଅନ୍ତୁ । xyxy=(1188,973,1492,1021)
sudoku-cell: 7 xyxy=(1472,2163,1490,2179)
weekly-title: ସାପ୍ତାହିକ ପଞ୍ଜିକା xyxy=(1255,1340,1427,1368)
sudoku-header xyxy=(1188,1728,1494,1786)
sudoku-cell: 7 xyxy=(1350,2098,1368,2114)
posco-author-name: ଓମ୍ ପ୍ରକାଶ xyxy=(719,1369,841,1397)
sudoku-rules: ସୁ-ଡୋ-କୁ ଏକ ସଂଖ୍ୟା ଖେଳ । ଏଥିରେ ଥିବା ଶୂନ୍ୟ ଘରଗୁଡ଼ିକରେ ୧ରୁ ୯ ପର୍ଯ୍ୟନ୍ତ ସଂଖ୍ୟା ଏପରି ଭାବେ ପୂରଣ କରନ୍ତୁ ଯେପରି ପ୍ରତ୍ୟେକ ଧାଡ଼ି, ସ୍ତମ୍ଭ ଓ ବାକ୍ସରେ କୌଣସି ସଂଖ୍ୟା ଦୁଇଥର ଆସିବ ନାହିଁ । ମାତ୍ର ପ୍ରତ୍ୟେକ ବାକ୍ସରେ ମିଶାଣ ସମାନ ହେବା ଜରୁରୀ ନୁହେଁ । xyxy=(1188,2077,1322,2234)
problem-heading: ଭୋକ ଉପାସରେ ବାଉଁଶ କାରିଗର xyxy=(1188,58,1495,86)
wait-title: ସମୟକୁ ଅପେକ୍ଷା xyxy=(6,1032,236,1073)
intro-quote: "ଏକ ଏ ବିଶ୍ୱାସ ମାନବ ସମାଜ- ଏ ସର୍ବ୍ବ ଦେଶେ ଭାଷ୍ୟାନ୍ତରେ ଓ ସମାଜ ବ୍ୟବସ୍ଥା ତାଙ୍କୁ ଏହି ଗାଁ ରେ ପରିଚାଳିତ । ନିର୍ବାଚିତ ହେଲେ ସେ ସଂସାରର ତାହାରି କରିବେ । ଜିଣୁ ଆମେ ରାଜ୍ୟ ନିର୍ଦେଶ ଉପରେ ଲୋକେ ଆମ୍ଭେମାନେ ପୂର୍ଣ୍ଣ ସହଯୋଗ ଦେବା ।" xyxy=(334,7,964,37)
sudoku-cell[interactable] xyxy=(1440,1882,1467,1909)
sudoku-cell[interactable] xyxy=(1385,1909,1412,1936)
sudoku-cell: 9 xyxy=(1332,2114,1350,2130)
sudoku-cell: 7 xyxy=(1385,2114,1403,2130)
sudoku-cell[interactable] xyxy=(1330,1799,1357,1826)
sudoku-cell[interactable] xyxy=(1248,1909,1275,1936)
sudoku-cell[interactable]: 6 xyxy=(1303,1882,1330,1909)
mamu-article xyxy=(322,1768,1178,2341)
sudoku-cell[interactable] xyxy=(1385,1826,1412,1853)
sudoku-cell[interactable] xyxy=(1412,1826,1439,1853)
sudoku-cell: 6 xyxy=(1437,2114,1455,2130)
sudoku-cell: 5 xyxy=(1367,2131,1385,2147)
sudoku-cell[interactable]: 1 xyxy=(1330,1991,1357,2018)
contact-line: ସମ୍ପାଦକ, ଧରିତ୍ରୀ, xyxy=(1292,1127,1390,1141)
sudoku-cell[interactable]: 2 xyxy=(1276,1909,1303,1936)
radio-text: ପ୍ରତିଦିନ ବିଦ୍ୟୁତ୍ ବିଭ୍ରାଟ ଯୋଗୁ ଆକାଶବାଣୀ କେନ୍ଦ୍ରର କାର୍ଯ୍ୟକ୍ରମ ଶ୍ରୋତାମାନଙ୍କ ପାଖରେ ସଠିକ୍ ଭାବେ ପହଞ୍ଚୁନାହିଁ । ସମ୍ବାଦ, ସଙ୍ଗୀତ ଓ କୃଷି କାର୍ଯ୍ୟକ୍ରମ ଶୁଣିବାରେ ଅସୁବିଧା ହେଉଛି । କର୍ତ୍ତୃପକ୍ଷ ଏ ଦିଗରେ ଦୃଷ୍ଟି ଦିଅନ୍ତୁ । xyxy=(1188,393,1492,458)
sudoku-cell[interactable] xyxy=(1440,1853,1467,1882)
sudoku-cell: 4 xyxy=(1385,2098,1403,2114)
sudoku-cell: 2 xyxy=(1437,2098,1455,2114)
sudoku-cell: 6 xyxy=(1332,2212,1350,2228)
sudoku-prev-label: ଗତକାଲି ପ୍ରକାଶିତ ଉତ୍ତର xyxy=(1332,2236,1453,2249)
sudoku-cell: 5 xyxy=(1402,2179,1420,2195)
sudoku-cell: 8 xyxy=(1420,2196,1438,2212)
sudoku-cell[interactable] xyxy=(1221,1882,1248,1909)
sudoku-cell: 1 xyxy=(1367,2212,1385,2228)
sudoku-cell[interactable]: 2 xyxy=(1276,1936,1303,1965)
sudoku-cell: 5 xyxy=(1332,2196,1350,2212)
dharitri-logo-text: ଧରିତ୍ରୀ xyxy=(972,21,1079,61)
gpf-author: ମିନତିରାଣୀ ଦାସ, କଟକ xyxy=(1188,918,1293,932)
sudoku-cell: 1 xyxy=(1420,2131,1438,2147)
years-item: ଭାରତରେ ଅର୍ଥନୈତିକ ବିକାଶକୁ ତ୍ୱରାନ୍ୱିତ କରିବାକୁ ନୂଆ ଯୋଜନା । xyxy=(1188,1643,1487,1657)
poem-title: ଚିରନ୍ତନୀ xyxy=(46,10,160,45)
star-emblem-icon xyxy=(1088,11,1148,71)
years-item: କଟକରେ ସାହିତ୍ୟ ସମ୍ମିଳନୀ । xyxy=(1188,1677,1322,1691)
sudoku-cell: 7 xyxy=(1402,2196,1420,2212)
sudoku-cell: 6 xyxy=(1455,2196,1473,2212)
sudoku-cell[interactable] xyxy=(1303,2018,1330,2045)
weekly-item: ଜୁନ-୧୭- ଜୋରଦାର ଭୋରରେ ମଧ୍ୟ ପ୍ରଦେଶରେ ଟ୍ରକ ଦୁର୍ଘଟଣାରେ ୧୨ ଜଣଙ୍କ ମୃତ୍ୟୁ । xyxy=(1188,1383,1492,1414)
wait-text: ମେ ୩୧ ତାରିଖ ରାଜ୍ୟ ରାଜନୀତିରେ ଏକ ବଡ଼ ଧରଣର ଉତ୍ତେଜନା ସୃଷ୍ଟି କରିଥିଲା । ସମସ୍ତ ରାଜନୈତିକ ଦଳ ଏହି ନିର୍ବାଚନକୁ ଗୁରୁତ୍ୱ ସହ ଦେଖୁଥିଲେ । ଜିଲ୍ଲାର ବିଭିନ୍ନ ବ୍ଲକରେ ଦଳୀୟ କର୍ମୀମାନେ ପ୍ରଚାର ଆରମ୍ଭ କରିଥିଲେ । ଗ୍ରାମାଞ୍ଚଳର ସାଧାରଣ ଲୋକମାନେ ବିକାଶ ପାଇଁ ଅପେକ୍ଷା କରିଛନ୍ତି । ପାନୀୟ ଜଳ, ରାସ୍ତା, ବିଦ୍ୟୁତ ଓ ସ୍ୱାସ୍ଥ୍ୟ ସେବା ଭଳି ମୌଳିକ ସୁବିଧା ଏବେ ବି ଅନେକ ଗାଁରେ ପହଞ୍ଚିନାହିଁ । ଜିଲ୍ଲା ପ୍ରଶାସନ ଏହି ସମସ୍ୟା ସମାଧାନ ପାଇଁ ଯୋଜନା ପ୍ରସ୍ତୁତ କରୁଥିବା କହୁଛି । କିନ୍ତୁ କାର୍ଯ୍ୟକାରିତା ଧୀର ହୋଇଥିବାରୁ ଲୋକମାନେ ଅସନ୍ତୁଷ୍ଟ । ଆଦିବାସୀ ଅଞ୍ଚଳରେ ଶିକ୍ଷା ଓ ରୋଜଗାର ସୁଯୋଗ ବୃଦ୍ଧି କରିବା ଆବଶ୍ୟକ । ସମୟ ଆସିଛି ଯେତେବେଳେ ନେତାମାନେ ପ୍ରତିଶ୍ରୁତି ପାଳନ କରିବେ । ଜନସାଧାରଣ ସମୟକୁ ଅପେକ୍ଷା କରି ରହିଛନ୍ତି ଏବଂ ଆଗାମୀ ଦିନରେ ଉପଯୁକ୍ତ ନିଷ୍ପତ୍ତି ନେବେ । ଜିଲ୍ଲାର ଖଣିଜ ସମ୍ପଦ ସୁରକ୍ଷା ଓ ଉପଯୋଗ ନେଇ ମଧ୍ୟ ବିତର୍କ ଲାଗି ରହିଛି । ଯୁବପିଢ଼ି ଚାକିରି ପାଇଁ ବାହାର ରାଜ୍ୟକୁ ଯାଉଛନ୍ତି । ଏହାକୁ ରୋକିବା ପାଇଁ ଶିଳ୍ପ ସ୍ଥାପନ କରିବା ଜରୁରୀ । xyxy=(6,1087,310,1339)
divider xyxy=(322,80,1178,82)
sudoku-cell: 7 xyxy=(1367,2179,1385,2195)
sudoku-cell: 7 xyxy=(1472,2212,1490,2228)
kala-daag-col2: ବିଦ୍ୟାଳୟଠାରୁ ଆରମ୍ଭ କରି ଉଚ୍ଚ ଶିକ୍ଷା ପର୍ଯ୍ୟନ୍ତ ନୈତିକ ଶିକ୍ଷାର ଅଭାବ ଦେଖାଯାଉଛି । ୨୦୦୯ ମସିହାରେ ସରକାର ଏ ସମ୍ପର୍କରେ ଏକ କମିଟି ଗଠନ କରିଥିଲେ । କମିଟିର ସୁପାରିସ ଏବେ ବି କାର୍ଯ୍ୟକାରୀ ହୋଇନାହିଁ । ସ୍ୱଚ୍ଛତା ଓ ଉତ୍ତରଦାୟିତ୍ୱ ସୁନିଶ୍ଚିତ କରିବା ପାଇଁ ସୂଚନା ଅଧିକାର ଆଇନ ଏକ ଗୁରୁତ୍ୱପୂର୍ଣ୍ଣ ପଦକ୍ଷେପ । ଏହି ଆଇନ ମାଧ୍ୟମରେ ଅନେକ ଅନିୟମିତତା ସାମ୍ନାକୁ ଆସିଛି । ରାଜ୍ୟ ସରକାରମାନେ ମଧ୍ୟ ଏ ଦିଗରେ ସକ୍ରିୟ ହେବା ଉଚିତ । ନିର୍ବାଚନ ସଂସ୍କାର ଆବଶ୍ୟକ କାରଣ ଅପରାଧିକ ପୃଷ୍ଠଭୂମି ଥିବା ବ୍ୟକ୍ତିମାନେ ସଂସଦ ଓ ବିଧାନସଭାକୁ ଯାଉଛନ୍ତି । ନିର୍ବାଚନ ଆୟୋଗ ଏହି ସମ୍ପର୍କରେ ପ୍ରସ୍ତାବ ଦେଇଛନ୍ତି । ଦଳ ଗୁଡ଼ିକର ଆୟ ବ୍ୟୟ ହିସାବ ସର୍ବସାଧାରଣ କରିବା ଦରକାର । ୨୦୧୧ ମସିହାରେ ଜନ ଲୋକପାଳ ଆନ୍ଦୋଳନ ସାରା ଦେଶରେ ଚହଳ ପକାଇଥିଲା । ଲକ୍ଷ ଲକ୍ଷ ଲୋକ ରାସ୍ତାକୁ ଓହ୍ଲାଇଥିଲେ । ସେହି ଆନ୍ଦୋଳନର ପ୍ରଭାବ ଏବେ ବି ଅନୁଭବ କରାଯାଉଛି । କିନ୍ତୁ ପ୍ରକୃତ ପରିବର୍ତ୍ତନ ପାଇଁ ରାଜନୈତିକ ଇଚ୍ଛାଶକ୍ତି ଦରକାର । ନ୍ୟାୟପାଳିକା ସ୍ୱାଧୀନ ଭାବେ କାର୍ଯ୍ୟ କରୁଛି । ଆଶା କରାଯାଏ ଶୀଘ୍ର ଦୋଷୀମାନଙ୍କୁ ଦଣ୍ଡ ମିଳିବ ଏବଂ ଦେଶର କଳା ଦାଗ ଲିଭିବ । xyxy=(752,163,1168,364)
sudoku-cell[interactable]: 4 xyxy=(1358,2018,1385,2045)
sudoku-cell: 8 xyxy=(1455,2098,1473,2114)
contact-heading: ପାଠକ ଶ୍ରେଷ୍ଠ ବିଭାଗର ଯୋଗାଯୋଗ ଠିକଣା: xyxy=(1223,1110,1459,1125)
sudoku-cell[interactable] xyxy=(1276,1826,1303,1853)
editor-email-note: (Use only for letters to Editor, news & news photos) xyxy=(1213,1195,1469,1226)
sudoku-cell[interactable] xyxy=(1440,2018,1467,2045)
sudoku-cell: 9 xyxy=(1402,2163,1420,2179)
sudoku-cell[interactable] xyxy=(1330,1936,1357,1965)
sudoku-cell: 8 xyxy=(1437,2212,1455,2228)
editor-email[interactable]: E-mail:dharitripress@gmail.com xyxy=(1232,1178,1450,1192)
sudoku-cell[interactable] xyxy=(1221,1853,1248,1882)
sudoku-cell: 8 xyxy=(1402,2114,1420,2130)
sudoku-cell[interactable] xyxy=(1221,2018,1248,2045)
sudoku-grid[interactable] xyxy=(1218,1796,1470,2048)
sudoku-cell[interactable] xyxy=(1412,1909,1439,1936)
radio-heading: ଆକାଶବାଣୀ କାର୍ଯ୍ୟକ୍ରମରେ ବିଭ୍ରାଟ xyxy=(1188,356,1503,381)
kala-daag-headline: କଳା ଦାଗ xyxy=(602,84,834,158)
sudoku-cell[interactable]: 6 xyxy=(1358,1799,1385,1826)
ads-email-alt[interactable]: miku11@yahoo.com (Use only for advertisements, commercial queries) xyxy=(1214,1267,1468,1298)
sudoku-cell: 3 xyxy=(1332,2098,1350,2114)
sudoku-cell[interactable]: 7 xyxy=(1248,1936,1275,1965)
sudoku-cell: 9 xyxy=(1367,2196,1385,2212)
sudoku-cell[interactable] xyxy=(1248,1853,1275,1882)
sudoku-title-box xyxy=(1330,1730,1492,1784)
weekly-item: ୧୮- ଦୁର୍ନୀତି ମାମଲାରେ ଦୁଇ ପୂର୍ବତନ ମନ୍ତ୍ରୀଙ୍କ ଜାମିନ ନାମଞ୍ଜୁର । xyxy=(1188,1417,1475,1431)
sudoku-cell: 1 xyxy=(1437,2163,1455,2179)
sudoku-cell: 9 xyxy=(1472,2179,1490,2195)
sudoku-cell[interactable] xyxy=(1358,1853,1385,1882)
mamu-author: ଦିତ୍ତି ଚନ୍ଦ୍ର ସାହୁ xyxy=(6,2202,110,2221)
